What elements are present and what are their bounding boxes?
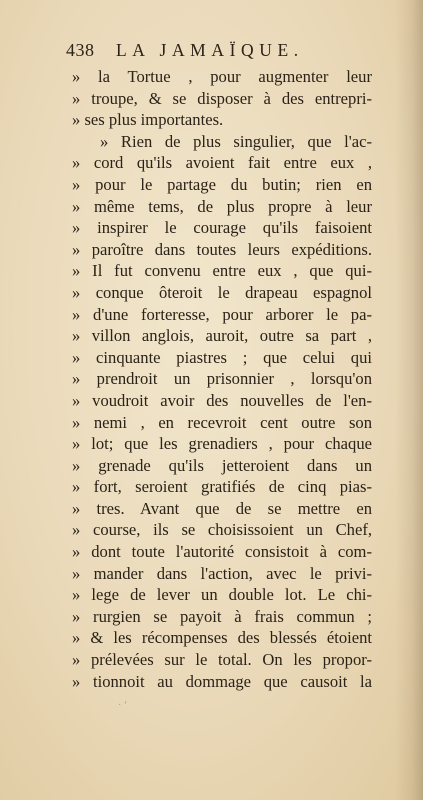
text-line: » cinquante piastres ; que celui qui bbox=[72, 347, 372, 367]
text-line: » tres. Avant que de se mettre en bbox=[72, 498, 372, 518]
text-line: » prélevées sur le total. On les propor- bbox=[72, 650, 372, 670]
text-line: » tionnoit au dommage que causoit la bbox=[72, 671, 372, 691]
text-line: » course, ils se choisissoient un Chef, bbox=[72, 520, 372, 540]
text-line: » ses plus importantes. bbox=[72, 110, 224, 130]
text-line: » dont toute l'autorité consistoit à com- bbox=[72, 542, 372, 562]
text-line: » inspirer le courage qu'ils faisoient bbox=[72, 218, 372, 238]
page-edge-shadow bbox=[395, 0, 423, 800]
text-line: » d'une forteresse, pour arborer le pa- bbox=[72, 304, 372, 324]
body-text bbox=[72, 66, 372, 692]
text-line: » conque ôteroit le drapeau espagnol bbox=[72, 282, 372, 302]
text-line: » & les récompenses des blessés étoient bbox=[72, 628, 372, 648]
text-line: » lege de lever un double lot. Le chi- bbox=[72, 585, 372, 605]
text-line: » la Tortue , pour augmenter leur bbox=[72, 67, 372, 86]
paper-speck: · ‘ bbox=[118, 700, 128, 711]
text-line: » prendroit un prisonnier , lorsqu'on bbox=[72, 369, 372, 389]
text-line: » villon anglois, auroit, outre sa part , bbox=[72, 326, 372, 346]
text-line: » lot; que les grenadiers , pour chaque bbox=[72, 434, 372, 454]
text-line: » Rien de plus singulier, que l'ac- bbox=[100, 131, 372, 151]
text-line: » cord qu'ils avoient fait entre eux , bbox=[72, 153, 372, 173]
text-line: » paroître dans toutes leurs expéditions. bbox=[72, 239, 372, 259]
text-line: » fort, seroient gratifiés de cinq pias- bbox=[72, 477, 372, 497]
page-header bbox=[66, 40, 366, 64]
text-line: » même tems, de plus propre à leur bbox=[72, 196, 372, 216]
text-line: » troupe, & se disposer à des entrepri- bbox=[72, 88, 372, 108]
text-line: » nemi , en recevroit cent outre son bbox=[72, 412, 372, 432]
text-line: » Il fut convenu entre eux , que qui- bbox=[72, 261, 372, 281]
text-line: » pour le partage du butin; rien en bbox=[72, 174, 372, 194]
text-line: » grenade qu'ils jetteroient dans un bbox=[72, 455, 372, 475]
running-title: LA JAMAÏQUE. bbox=[116, 40, 304, 60]
text-line: » rurgien se payoit à frais commun ; bbox=[72, 606, 372, 626]
page-number: 438 bbox=[66, 40, 95, 60]
text-line: » mander dans l'action, avec le privi- bbox=[72, 563, 372, 583]
text-line: » voudroit avoir des nouvelles de l'en- bbox=[72, 390, 372, 410]
